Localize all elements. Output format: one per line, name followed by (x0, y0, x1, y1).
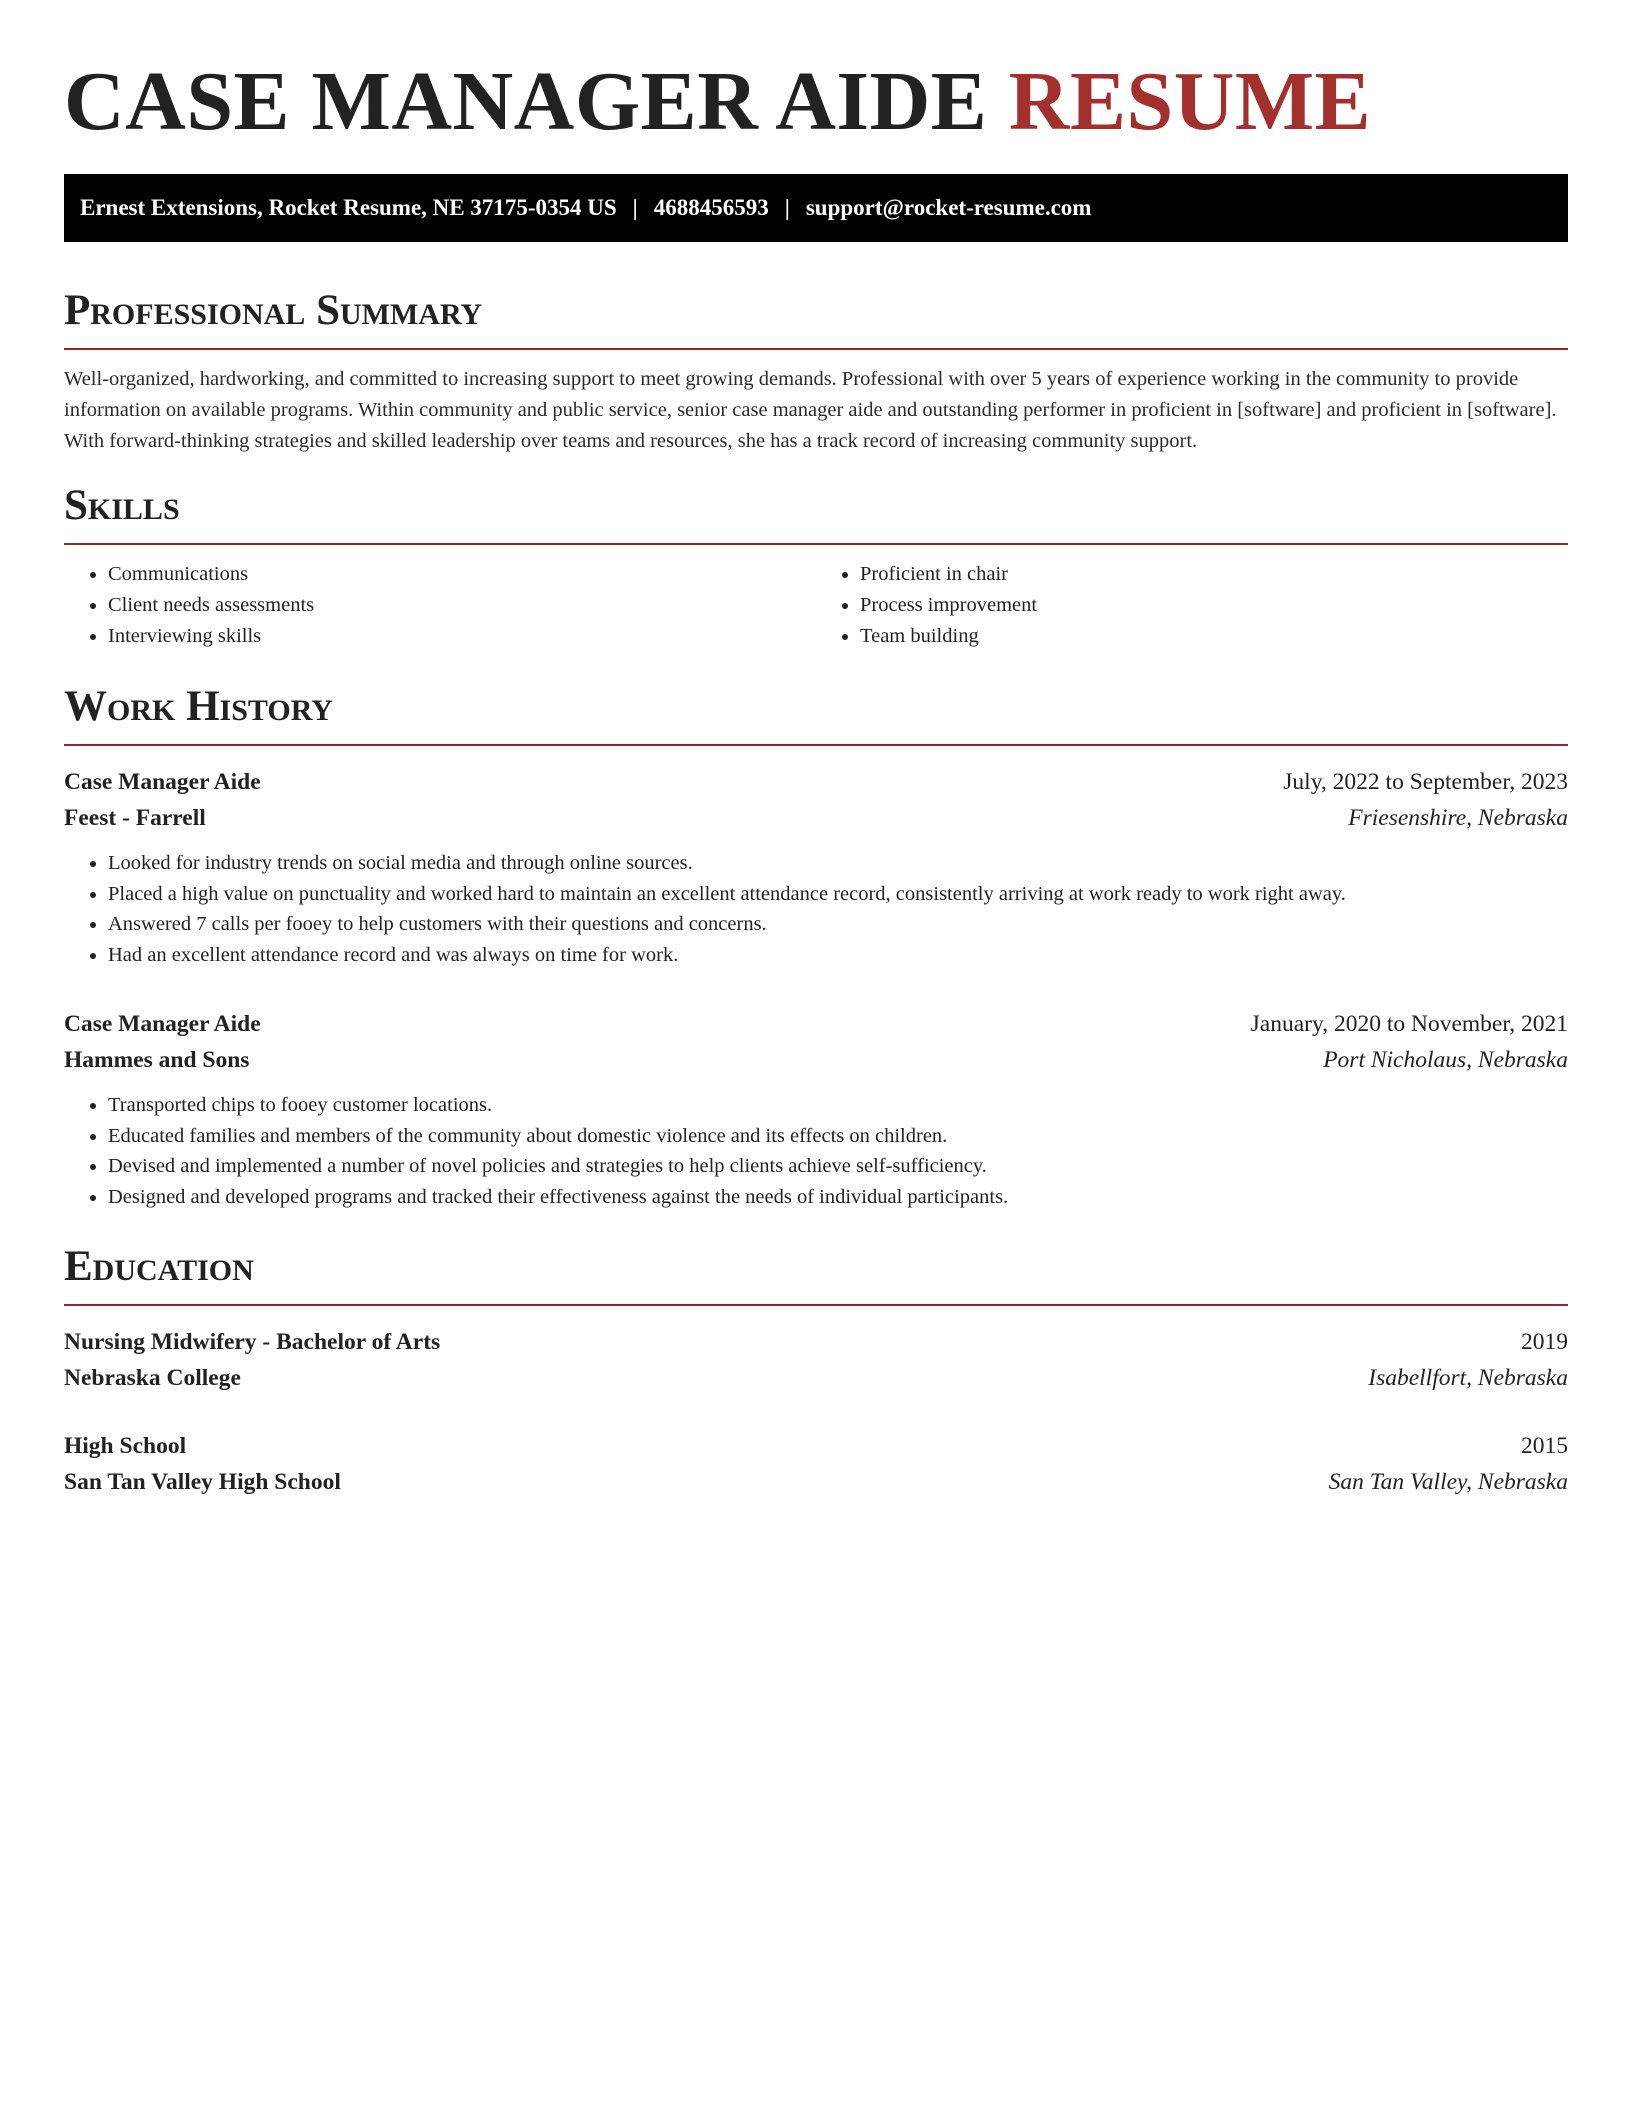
education-entry (64, 1324, 1568, 1396)
job-bullet: • Transported chips to fooey customer locations. (108, 1090, 1568, 1121)
job-title: Case Manager Aide (64, 1011, 261, 1037)
contact-phone: 4688456593 (653, 195, 769, 220)
job-bullet: • Devised and implemented a number of novel policies and strategies to help clients achieve self-sufficiency. (108, 1151, 1568, 1182)
skill-item: • Communications (108, 559, 816, 590)
job-location: Friesenshire, Nebraska (1348, 805, 1568, 831)
skill-item: • Interviewing skills (108, 621, 816, 652)
education-school: Nebraska College (64, 1365, 241, 1391)
education-degree-row (64, 1428, 1568, 1464)
contact-email[interactable]: support@rocket-resume.com (805, 195, 1092, 220)
contact-separator: | (784, 195, 790, 220)
job-dates: July, 2022 to September, 2023 (1283, 769, 1568, 795)
resume-title (64, 0, 1568, 152)
work-section (64, 682, 1568, 1212)
education-heading: Education (64, 1243, 254, 1290)
skills-list-right (816, 559, 1568, 652)
contact-bar (64, 174, 1568, 242)
contact-separator: | (632, 195, 638, 220)
resume-page (64, 0, 1568, 1500)
section-divider (64, 1304, 1568, 1306)
job-title-row (64, 1006, 1568, 1042)
education-degree: Nursing Midwifery - Bachelor of Arts (64, 1329, 441, 1355)
job-bullets (64, 1090, 1568, 1212)
education-degree-row (64, 1324, 1568, 1360)
job-company: Hammes and Sons (64, 1047, 250, 1073)
job-bullet: • Educated families and members of the community about domestic violence and its effects on children. (108, 1121, 1568, 1152)
title-accent: RESUME (1008, 55, 1372, 148)
summary-section (64, 286, 1568, 457)
summary-heading: Professional Summary (64, 287, 483, 334)
skills-list-left (64, 559, 816, 652)
job-company-row (64, 1042, 1568, 1078)
education-location: Isabellfort, Nebraska (1368, 1365, 1568, 1391)
section-divider (64, 744, 1568, 746)
job-location: Port Nicholaus, Nebraska (1323, 1047, 1568, 1073)
job-title-row (64, 764, 1568, 800)
skill-item: • Proficient in chair (860, 559, 1568, 590)
contact-address: Ernest Extensions, Rocket Resume, NE 37175-0354 US (80, 195, 617, 220)
job-entry (64, 764, 1568, 970)
education-location: San Tan Valley, Nebraska (1328, 1469, 1568, 1495)
job-bullet: • Answered 7 calls per fooey to help customers with their questions and concerns. (108, 909, 1568, 940)
job-company: Feest - Farrell (64, 805, 206, 831)
education-year: 2019 (1521, 1329, 1568, 1355)
section-divider (64, 348, 1568, 350)
job-bullet: • Looked for industry trends on social media and through online sources. (108, 848, 1568, 879)
job-title: Case Manager Aide (64, 769, 261, 795)
job-bullet: • Placed a high value on punctuality and worked hard to maintain an excellent attendance record, consistently arriving at work ready to work right away. (108, 879, 1568, 910)
skill-item: • Client needs assessments (108, 590, 816, 621)
job-dates: January, 2020 to November, 2021 (1250, 1011, 1568, 1037)
job-bullet: • Had an excellent attendance record and was always on time for work. (108, 940, 1568, 971)
skills-heading: Skills (64, 482, 180, 529)
job-entry (64, 1006, 1568, 1212)
work-heading: Work History (64, 683, 333, 730)
skill-item: • Process improvement (860, 590, 1568, 621)
title-main: CASE MANAGER AIDE (64, 55, 988, 148)
section-divider (64, 543, 1568, 545)
education-section (64, 1242, 1568, 1500)
job-bullet: • Designed and developed programs and tracked their effectiveness against the needs of individual participants. (108, 1182, 1568, 1213)
education-year: 2015 (1521, 1433, 1568, 1459)
skills-section (64, 481, 1568, 652)
skill-item: • Team building (860, 621, 1568, 652)
education-school-row (64, 1464, 1568, 1500)
summary-text: Well-organized, hardworking, and committed to increasing support to meet growing demands. Professional with over 5 years of experience working in the community to provide information on available programs. Within community and public service, senior case manager aide and outstanding performer in proficient in [software] and proficient in [software]. With forward-thinking strategies and skilled leadership over teams and resources, she has a track record of increasing community support. (64, 368, 1557, 452)
education-school: San Tan Valley High School (64, 1469, 341, 1495)
job-bullets (64, 848, 1568, 970)
skills-columns (64, 559, 1568, 652)
education-entry (64, 1428, 1568, 1500)
education-degree: High School (64, 1433, 187, 1459)
job-company-row (64, 800, 1568, 836)
education-school-row (64, 1360, 1568, 1396)
